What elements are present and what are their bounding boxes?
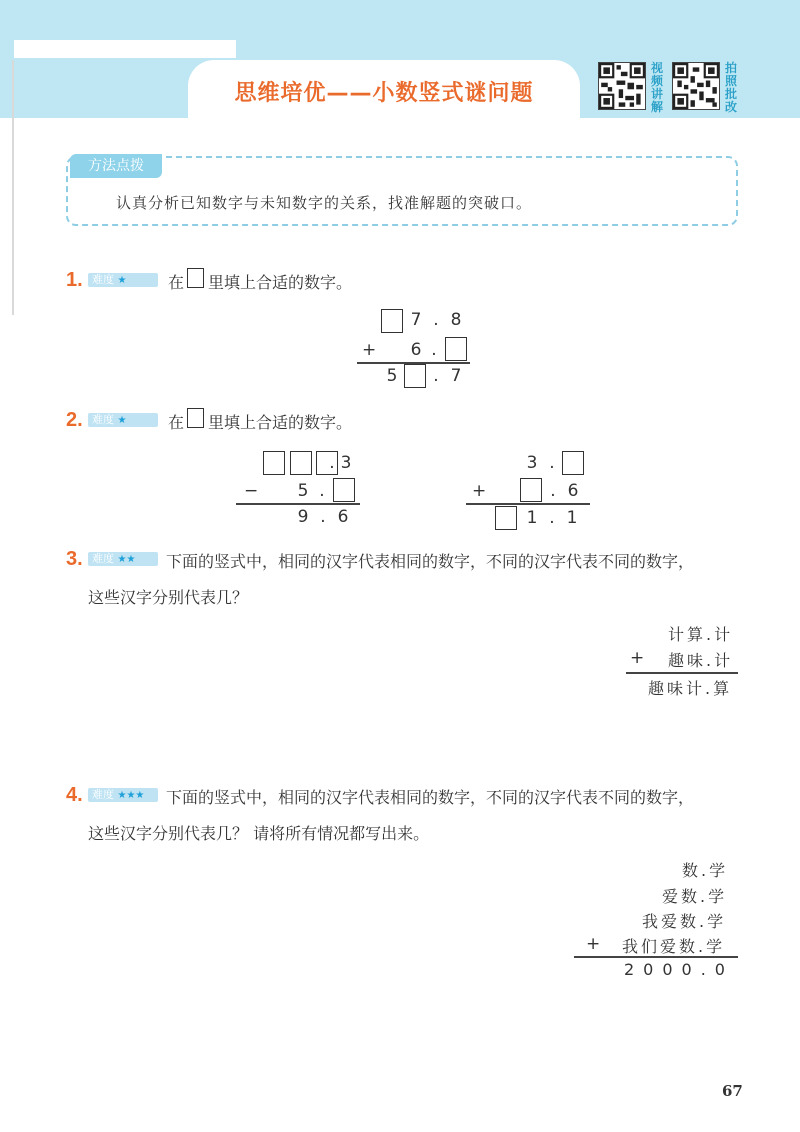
- puzzle-row: 我爱数.学: [642, 912, 727, 931]
- digit: 6: [410, 340, 422, 360]
- binding-line: [12, 60, 14, 315]
- qr-label-video: 视频讲解: [650, 61, 663, 114]
- difficulty-label: 难度: [92, 413, 114, 426]
- puzzle-row: 数.学: [682, 861, 729, 880]
- star-icon: ★: [117, 415, 127, 426]
- tip-box: [66, 156, 738, 226]
- puzzle-result: 趣味计.算: [648, 679, 733, 698]
- question-prompt-before: 在: [168, 273, 185, 292]
- digit: 6: [337, 507, 349, 527]
- puzzle-row: 我们爱数.学: [622, 937, 726, 956]
- blank-box-sample: [187, 408, 204, 428]
- plus-sign: +: [362, 340, 377, 360]
- decimal-point: .: [320, 507, 326, 527]
- question-number: 2.: [66, 409, 83, 431]
- question-prompt-line2: 这些汉字分别代表几？ 请将所有情况都写出来。: [88, 824, 430, 843]
- puzzle-row: 趣味.计: [668, 651, 734, 670]
- decimal-point: .: [433, 366, 439, 386]
- qr-code-icon[interactable]: [598, 62, 646, 110]
- question-prompt: 下面的竖式中，相同的汉字代表相同的数字，不同的汉字代表不同的数字，: [166, 552, 695, 571]
- decimal-point: .: [431, 340, 437, 360]
- digit: 3: [340, 453, 352, 473]
- answer-box[interactable]: [263, 451, 285, 475]
- star-icon: ★: [117, 275, 127, 286]
- digit: 8: [450, 310, 462, 330]
- question-number: 4.: [66, 784, 83, 806]
- decimal-point: .: [550, 481, 556, 501]
- header-strip: [14, 40, 236, 58]
- answer-box[interactable]: [495, 506, 517, 530]
- question-prompt-before: 在: [168, 413, 185, 432]
- digit: 5: [386, 366, 398, 386]
- difference-line: [236, 503, 360, 505]
- decimal-point: .: [319, 481, 325, 501]
- difficulty-badge: [88, 552, 158, 566]
- tip-text: 认真分析已知数字与未知数字的关系，找准解题的突破口。: [116, 194, 533, 212]
- qr-label-grading: 拍照批改: [724, 61, 737, 114]
- decimal-point: .: [433, 310, 439, 330]
- sum-line: [574, 956, 738, 958]
- decimal-point: .: [329, 453, 335, 473]
- digit: 1: [566, 508, 578, 528]
- answer-box[interactable]: [404, 364, 426, 388]
- page-number: 67: [722, 1082, 743, 1100]
- digit: 6: [567, 481, 579, 501]
- difficulty-label: 难度: [92, 273, 114, 286]
- difficulty-badge: [88, 273, 158, 287]
- answer-box[interactable]: [520, 478, 542, 502]
- digit: 9: [297, 507, 309, 527]
- digit: 7: [450, 366, 462, 386]
- digit: 3: [526, 453, 538, 473]
- answer-box[interactable]: [381, 309, 403, 333]
- question-prompt: 下面的竖式中，相同的汉字代表相同的数字，不同的汉字代表不同的数字，: [166, 788, 695, 807]
- qr-pattern-icon: [673, 63, 719, 109]
- puzzle-result: 2000.0: [624, 960, 734, 979]
- puzzle-row: 计算.计: [668, 625, 734, 644]
- question-prompt-after: 里填上合适的数字。: [208, 273, 353, 292]
- digit: 1: [526, 508, 538, 528]
- digit: 5: [297, 481, 309, 501]
- answer-box[interactable]: [333, 478, 355, 502]
- tip-tab: 方法点拨: [70, 154, 162, 178]
- minus-sign: −: [244, 481, 259, 501]
- decimal-point: .: [549, 453, 555, 473]
- answer-box[interactable]: [290, 451, 312, 475]
- difficulty-label: 难度: [92, 552, 114, 565]
- digit: 7: [410, 310, 422, 330]
- puzzle-row: 爱数.学: [662, 887, 728, 906]
- blank-box-sample: [187, 268, 204, 288]
- answer-box[interactable]: [445, 337, 467, 361]
- difficulty-badge: [88, 788, 158, 802]
- star-icon: ★★: [117, 554, 136, 565]
- qr-pattern-icon: [599, 63, 645, 109]
- question-number: 3.: [66, 548, 83, 570]
- sum-line: [626, 672, 738, 674]
- difficulty-badge: [88, 413, 158, 427]
- difficulty-label: 难度: [92, 788, 114, 801]
- sum-line: [466, 503, 590, 505]
- answer-box[interactable]: [562, 451, 584, 475]
- qr-code-icon[interactable]: [672, 62, 720, 110]
- star-icon: ★★★: [117, 790, 145, 801]
- decimal-point: .: [549, 508, 555, 528]
- page-title: 思维培优——小数竖式谜问题: [234, 81, 534, 106]
- question-prompt-after: 里填上合适的数字。: [208, 413, 353, 432]
- plus-sign: +: [472, 481, 487, 501]
- question-number: 1.: [66, 269, 83, 291]
- question-prompt-line2: 这些汉字分别代表几？: [88, 588, 249, 607]
- plus-sign: +: [630, 648, 645, 668]
- plus-sign: +: [586, 934, 601, 954]
